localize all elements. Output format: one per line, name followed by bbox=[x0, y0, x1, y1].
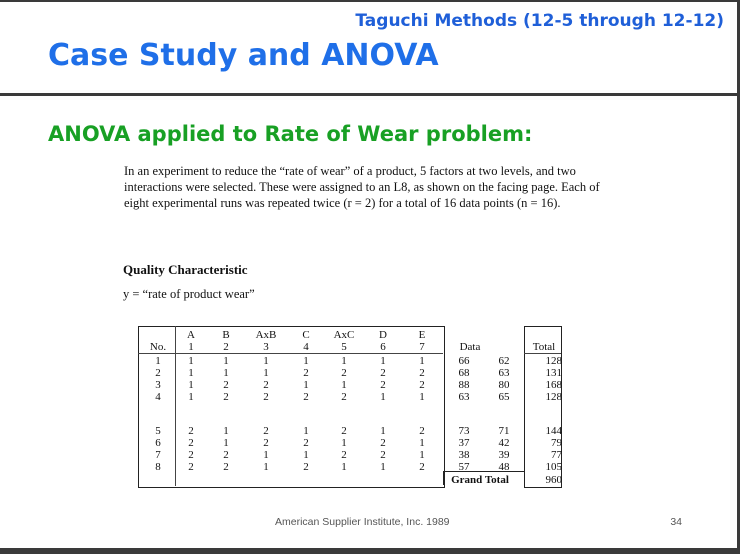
factor-level: 1 bbox=[380, 391, 386, 403]
data-value: 48 bbox=[498, 461, 510, 473]
run-number: 3 bbox=[155, 379, 161, 391]
factor-label: AxB bbox=[255, 329, 277, 341]
factor-level: 1 bbox=[303, 449, 309, 461]
factor-level: 2 bbox=[188, 449, 194, 461]
factor-level: 1 bbox=[341, 461, 347, 473]
factor-label: AxC bbox=[333, 329, 355, 341]
factor-level: 1 bbox=[223, 437, 229, 449]
factor-level: 1 bbox=[341, 437, 347, 449]
data-value: 63 bbox=[498, 367, 510, 379]
factor-level: 2 bbox=[263, 437, 269, 449]
source-credit: American Supplier Institute, Inc. 1989 bbox=[275, 516, 450, 528]
factor-level: 1 bbox=[380, 355, 386, 367]
factor-level: 1 bbox=[341, 379, 347, 391]
factor-level: 1 bbox=[419, 391, 425, 403]
factor-level: 1 bbox=[223, 355, 229, 367]
factor-level: 2 bbox=[419, 425, 425, 437]
page-number: 34 bbox=[670, 516, 682, 528]
data-value: 66 bbox=[458, 355, 470, 367]
factor-level: 2 bbox=[188, 425, 194, 437]
row-total: 79 bbox=[551, 437, 562, 449]
factor-level: 2 bbox=[223, 461, 229, 473]
factor-level: 2 bbox=[188, 461, 194, 473]
column-number: 4 bbox=[303, 341, 309, 353]
factor-level: 1 bbox=[263, 367, 269, 379]
data-value: 68 bbox=[458, 367, 470, 379]
factor-level: 2 bbox=[419, 367, 425, 379]
title-divider bbox=[0, 93, 738, 96]
slide-subtitle: Taguchi Methods (12-5 through 12-12) bbox=[355, 11, 724, 31]
factor-level: 1 bbox=[223, 425, 229, 437]
factor-level: 2 bbox=[380, 379, 386, 391]
top-border bbox=[0, 0, 740, 2]
data-value: 73 bbox=[458, 425, 470, 437]
factor-level: 1 bbox=[188, 355, 194, 367]
no-header: No. bbox=[149, 341, 167, 353]
factor-level: 2 bbox=[419, 461, 425, 473]
data-value: 57 bbox=[458, 461, 470, 473]
factor-level: 1 bbox=[419, 355, 425, 367]
factor-level: 2 bbox=[303, 461, 309, 473]
factor-level: 2 bbox=[341, 449, 347, 461]
factor-level: 2 bbox=[263, 391, 269, 403]
run-number: 2 bbox=[155, 367, 161, 379]
data-value: 42 bbox=[498, 437, 510, 449]
column-number: 2 bbox=[223, 341, 229, 353]
factor-level: 1 bbox=[419, 437, 425, 449]
quality-characteristic-heading: Quality Characteristic bbox=[123, 262, 248, 277]
run-number: 4 bbox=[155, 391, 161, 403]
section-heading: ANOVA applied to Rate of Wear problem: bbox=[48, 122, 533, 146]
factor-level: 1 bbox=[188, 391, 194, 403]
data-value: 65 bbox=[498, 391, 510, 403]
factor-level: 2 bbox=[263, 425, 269, 437]
factor-level: 1 bbox=[188, 379, 194, 391]
factor-level: 1 bbox=[303, 425, 309, 437]
run-number: 7 bbox=[155, 449, 161, 461]
factor-level: 2 bbox=[380, 367, 386, 379]
grand-total-label: Grand Total bbox=[451, 474, 509, 486]
column-number: 3 bbox=[263, 341, 269, 353]
factor-level: 1 bbox=[419, 449, 425, 461]
factor-level: 2 bbox=[380, 437, 386, 449]
no-column-rule bbox=[175, 326, 176, 486]
factor-level: 1 bbox=[341, 355, 347, 367]
data-value: 62 bbox=[498, 355, 510, 367]
factor-level: 2 bbox=[341, 367, 347, 379]
bottom-border bbox=[0, 548, 740, 554]
factor-level: 2 bbox=[223, 379, 229, 391]
factor-level: 1 bbox=[303, 379, 309, 391]
factor-level: 1 bbox=[380, 425, 386, 437]
data-value: 80 bbox=[498, 379, 510, 391]
data-value: 37 bbox=[458, 437, 470, 449]
factor-label: D bbox=[379, 329, 387, 341]
data-value: 71 bbox=[498, 425, 510, 437]
factor-level: 2 bbox=[188, 437, 194, 449]
factor-level: 2 bbox=[419, 379, 425, 391]
factor-level: 2 bbox=[341, 391, 347, 403]
intro-paragraph: In an experiment to reduce the “rate of wear” of a product, 5 factors at two levels, and two interactions were selected. These were assigned to an L8, as shown on the facing page. Each of eight experimental runs was repeated twice (r = 2) for a total of 16 data points (n = 16). bbox=[124, 164, 600, 210]
factor-level: 1 bbox=[188, 367, 194, 379]
factor-label: A bbox=[187, 329, 195, 341]
factor-level: 1 bbox=[263, 449, 269, 461]
header-rule bbox=[138, 353, 443, 354]
factor-level: 2 bbox=[223, 449, 229, 461]
factor-level: 2 bbox=[380, 449, 386, 461]
column-number: 7 bbox=[419, 341, 425, 353]
factor-label: C bbox=[302, 329, 310, 341]
row-total: 168 bbox=[545, 379, 562, 391]
run-number: 1 bbox=[155, 355, 161, 367]
run-number: 8 bbox=[155, 461, 161, 473]
grand-total-value: 960 bbox=[545, 474, 562, 486]
quality-characteristic-equation: y = “rate of product wear” bbox=[123, 287, 255, 301]
row-total: 131 bbox=[545, 367, 562, 379]
data-value: 88 bbox=[458, 379, 470, 391]
column-number: 6 bbox=[380, 341, 386, 353]
factor-level: 2 bbox=[223, 391, 229, 403]
factor-level: 2 bbox=[303, 391, 309, 403]
factor-level: 2 bbox=[263, 379, 269, 391]
total-header: Total bbox=[532, 341, 556, 353]
run-number: 5 bbox=[155, 425, 161, 437]
row-total: 77 bbox=[551, 449, 562, 461]
total-header-rule bbox=[524, 353, 561, 354]
column-number: 1 bbox=[188, 341, 194, 353]
factor-level: 1 bbox=[380, 461, 386, 473]
factor-level: 1 bbox=[223, 367, 229, 379]
row-total: 144 bbox=[545, 425, 562, 437]
factor-level: 2 bbox=[303, 367, 309, 379]
factor-label: B bbox=[222, 329, 230, 341]
data-header: Data bbox=[459, 341, 481, 353]
slide-title: Case Study and ANOVA bbox=[48, 38, 439, 73]
column-number: 5 bbox=[341, 341, 347, 353]
factor-level: 2 bbox=[341, 425, 347, 437]
data-value: 38 bbox=[458, 449, 470, 461]
row-total: 105 bbox=[545, 461, 562, 473]
factor-level: 1 bbox=[303, 355, 309, 367]
run-number: 6 bbox=[155, 437, 161, 449]
data-value: 63 bbox=[458, 391, 470, 403]
row-total: 128 bbox=[545, 391, 562, 403]
row-total: 128 bbox=[545, 355, 562, 367]
factor-level: 1 bbox=[263, 461, 269, 473]
factor-level: 1 bbox=[263, 355, 269, 367]
factor-level: 2 bbox=[303, 437, 309, 449]
factor-label: E bbox=[418, 329, 426, 341]
data-value: 39 bbox=[498, 449, 510, 461]
